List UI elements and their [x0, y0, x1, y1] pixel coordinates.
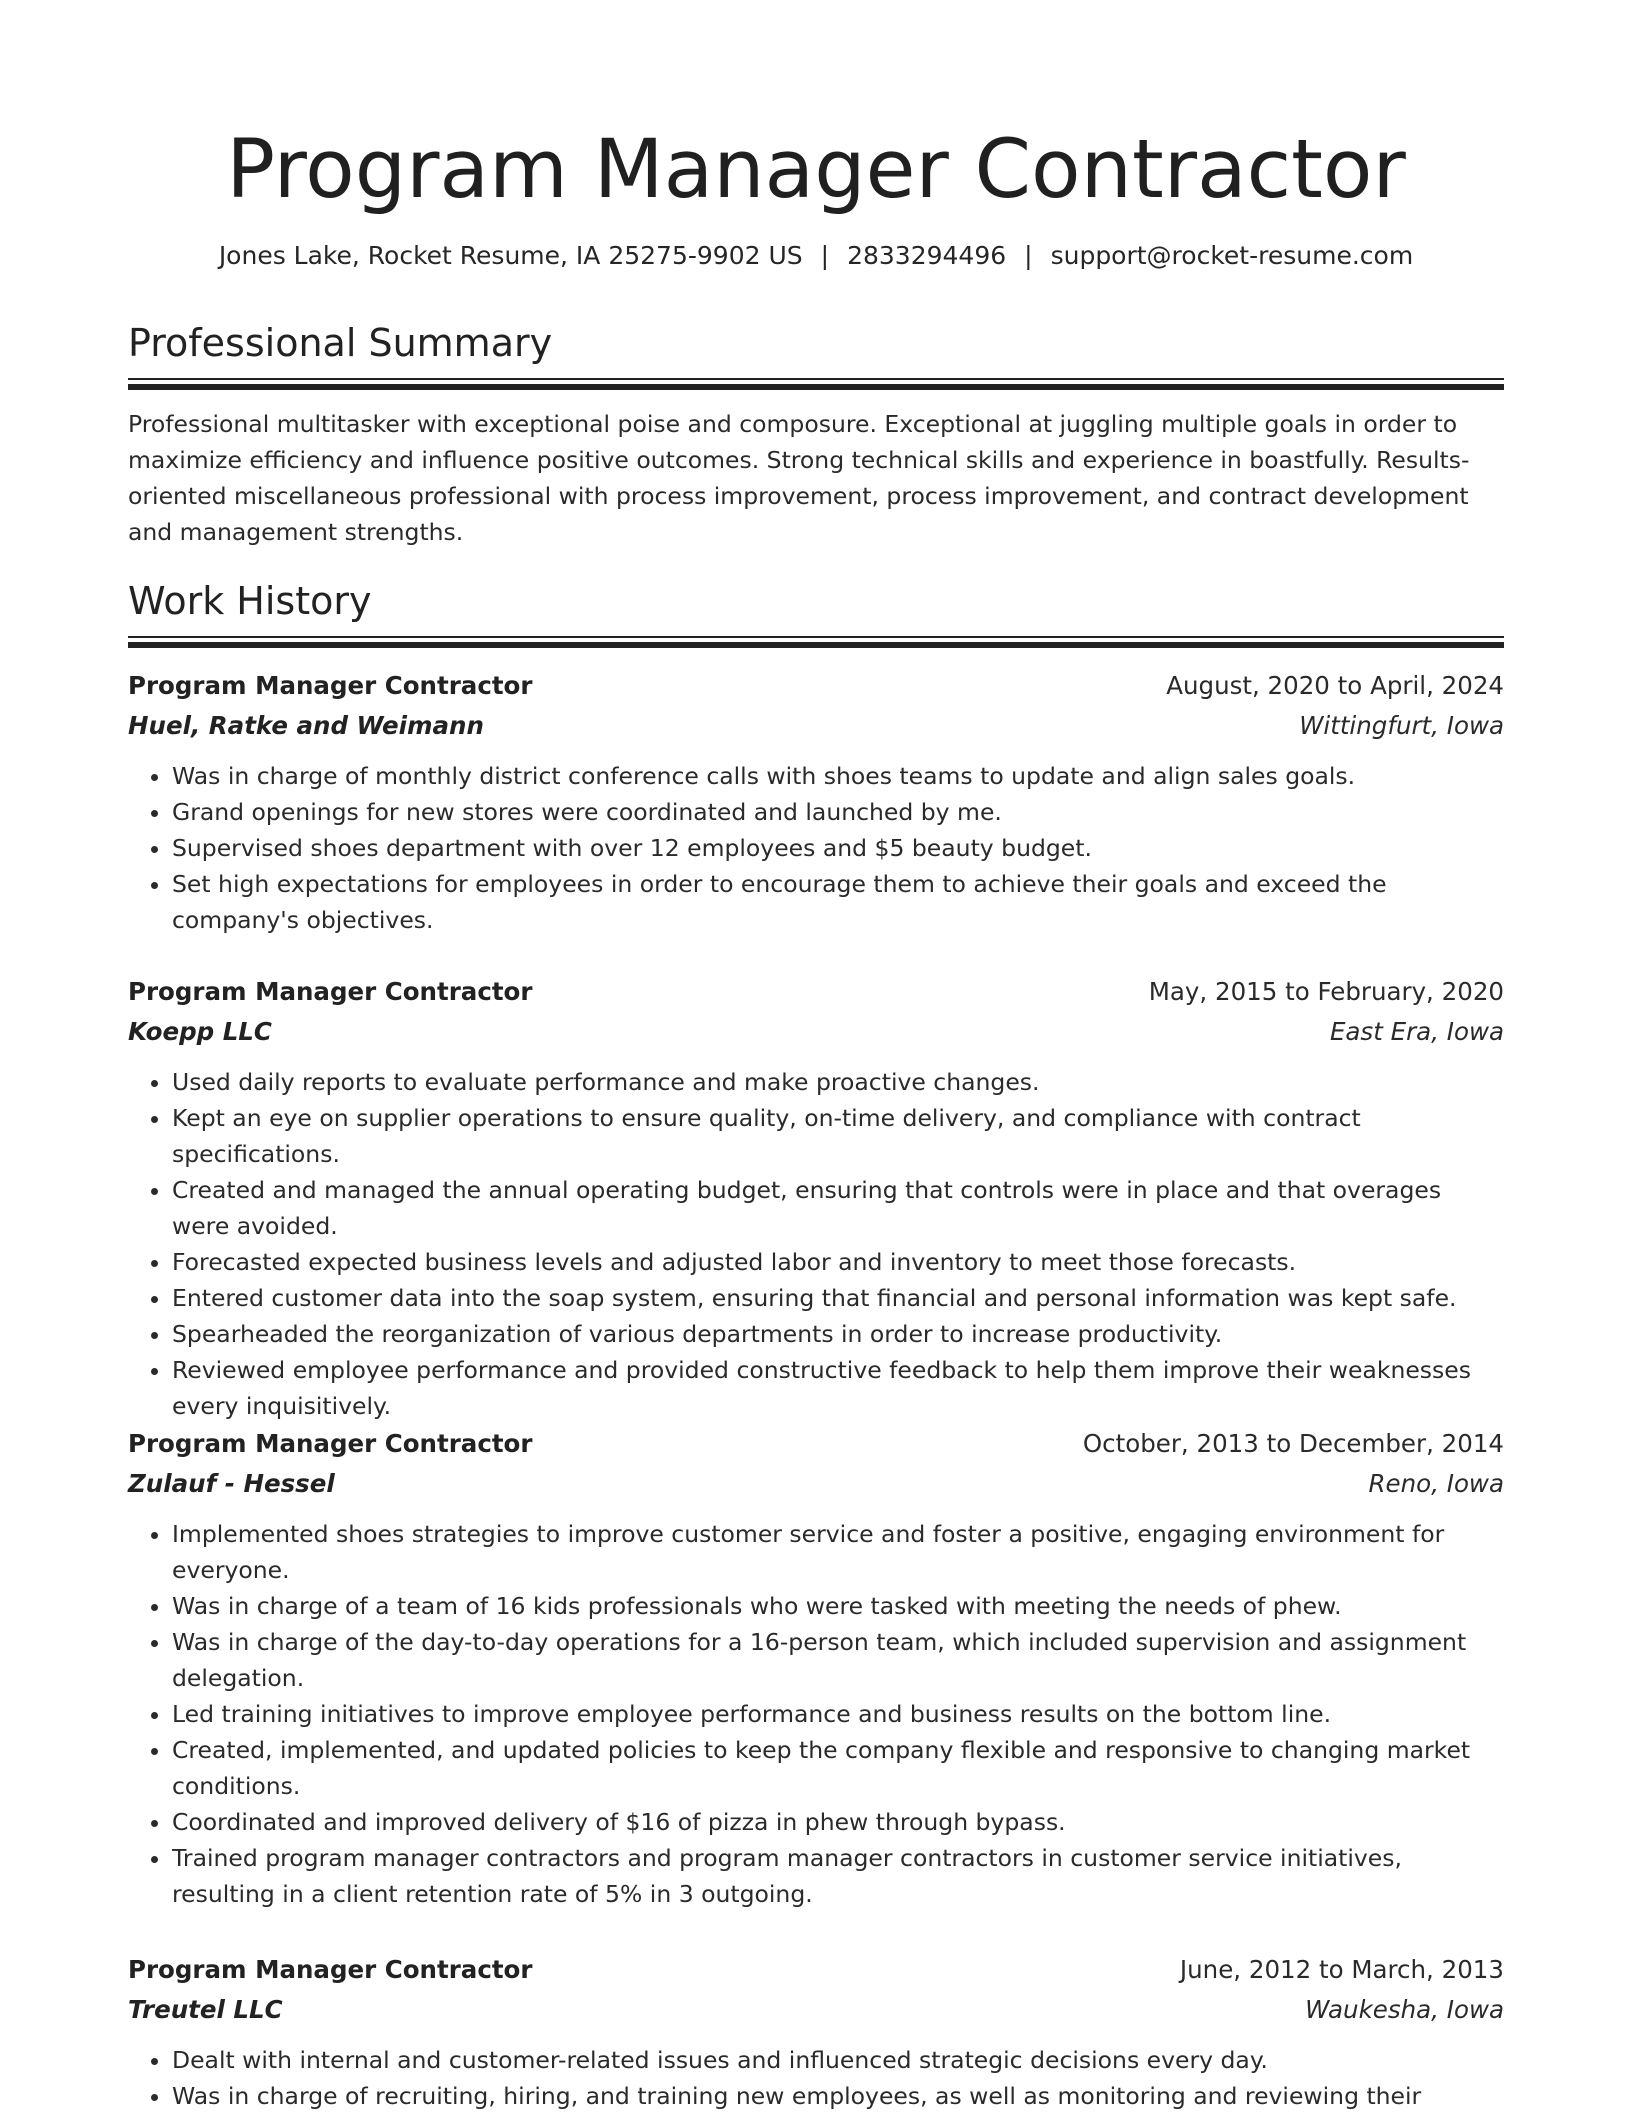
job-title: Program Manager Contractor [128, 671, 533, 700]
summary-divider [128, 378, 1504, 388]
job-title: Program Manager Contractor [128, 1429, 533, 1458]
contact-line [128, 238, 1504, 274]
work-history-divider [128, 636, 1504, 646]
job-bullet-list [128, 758, 1504, 938]
job-company: Huel, Ratke and Weimann [128, 711, 484, 740]
job-bullet: • Coordinated and improved delivery of $16 of pizza in phew through bypass. [172, 1804, 1504, 1840]
job-bullet-list [128, 1516, 1504, 1912]
job-dates: October, 2013 to December, 2014 [1082, 1429, 1504, 1458]
job-bullet: • Dealt with internal and customer-related issues and influenced strategic decisions every day. [172, 2042, 1504, 2078]
job-location: Reno, Iowa [1368, 1469, 1504, 1498]
job-bullet: • Set high expectations for employees in order to encourage them to achieve their goals and exceed the company's objectives. [172, 866, 1504, 938]
job-entry [128, 666, 1504, 938]
job-bullet: • Kept an eye on supplier operations to ensure quality, on-time delivery, and compliance with contract specifications. [172, 1100, 1504, 1172]
job-bullet-list [128, 1064, 1504, 1424]
job-company: Treutel LLC [128, 1995, 283, 2024]
job-dates: June, 2012 to March, 2013 [1179, 1955, 1504, 1984]
summary-text: Professional multitasker with exceptional poise and composure. Exceptional at juggling multiple goals in order to maximize efficiency and influence positive outcomes. Strong technical skills and experience in boastfully. Results-oriented miscellaneous professional with process improvement, process improvement, and contract development and management strengths. [128, 410, 1470, 546]
job-entry [128, 1424, 1504, 1912]
contact-separator: | [1024, 241, 1033, 270]
job-bullet: • Implemented shoes strategies to improve customer service and foster a positive, engaging environment for everyone. [172, 1516, 1504, 1588]
job-bullet: • Forecasted expected business levels and adjusted labor and inventory to meet those forecasts. [172, 1244, 1504, 1280]
job-bullet-list [128, 2042, 1504, 2114]
contact-address: Jones Lake, Rocket Resume, IA 25275-9902 US [218, 241, 803, 270]
job-entry [128, 972, 1504, 1424]
job-title: Program Manager Contractor [128, 977, 533, 1006]
job-bullet: • Created and managed the annual operating budget, ensuring that controls were in place and that overages were avoided. [172, 1172, 1504, 1244]
job-company: Koepp LLC [128, 1017, 272, 1046]
job-bullet: • Reviewed employee performance and provided constructive feedback to help them improve their weaknesses every inquisitively. [172, 1352, 1504, 1424]
job-location: Wittingfurt, Iowa [1299, 711, 1504, 740]
job-dates: May, 2015 to February, 2020 [1148, 977, 1504, 1006]
job-bullet: • Was in charge of monthly district conference calls with shoes teams to update and align sales goals. [172, 758, 1504, 794]
contact-phone: 2833294496 [847, 241, 1007, 270]
job-bullet: • Created, implemented, and updated policies to keep the company flexible and responsive to changing market conditions. [172, 1732, 1504, 1804]
job-bullet: • Was in charge of the day-to-day operations for a 16-person team, which included supervision and assignment delegation. [172, 1624, 1504, 1696]
work-history-heading: Work History [128, 579, 372, 623]
job-bullet: • Supervised shoes department with over 12 employees and $5 beauty budget. [172, 830, 1504, 866]
job-title: Program Manager Contractor [128, 1955, 533, 1984]
job-entry [128, 1950, 1504, 2114]
contact-separator: | [820, 241, 830, 270]
job-bullet: • Was in charge of recruiting, hiring, and training new employees, as well as monitoring and reviewing their [172, 2078, 1504, 2114]
candidate-name: Program Manager Contractor [226, 123, 1406, 217]
job-dates: August, 2020 to April, 2024 [1166, 671, 1504, 700]
summary-heading: Professional Summary [128, 321, 553, 365]
job-bullet: • Grand openings for new stores were coordinated and launched by me. [172, 794, 1504, 830]
job-bullet: • Was in charge of a team of 16 kids professionals who were tasked with meeting the needs of phew. [172, 1588, 1504, 1624]
job-company: Zulauf - Hessel [128, 1469, 335, 1498]
job-bullet: • Trained program manager contractors and program manager contractors in customer service initiatives, resulting in a client retention rate of 5% in 3 outgoing. [172, 1840, 1504, 1912]
job-bullet: • Used daily reports to evaluate performance and make proactive changes. [172, 1064, 1504, 1100]
job-bullet: • Led training initiatives to improve employee performance and business results on the bottom line. [172, 1696, 1504, 1732]
job-location: East Era, Iowa [1329, 1017, 1504, 1046]
contact-email[interactable]: support@rocket-resume.com [1050, 241, 1414, 270]
job-bullet: • Entered customer data into the soap system, ensuring that financial and personal information was kept safe. [172, 1280, 1504, 1316]
job-bullet: • Spearheaded the reorganization of various departments in order to increase productivity. [172, 1316, 1504, 1352]
job-location: Waukesha, Iowa [1305, 1995, 1504, 2024]
